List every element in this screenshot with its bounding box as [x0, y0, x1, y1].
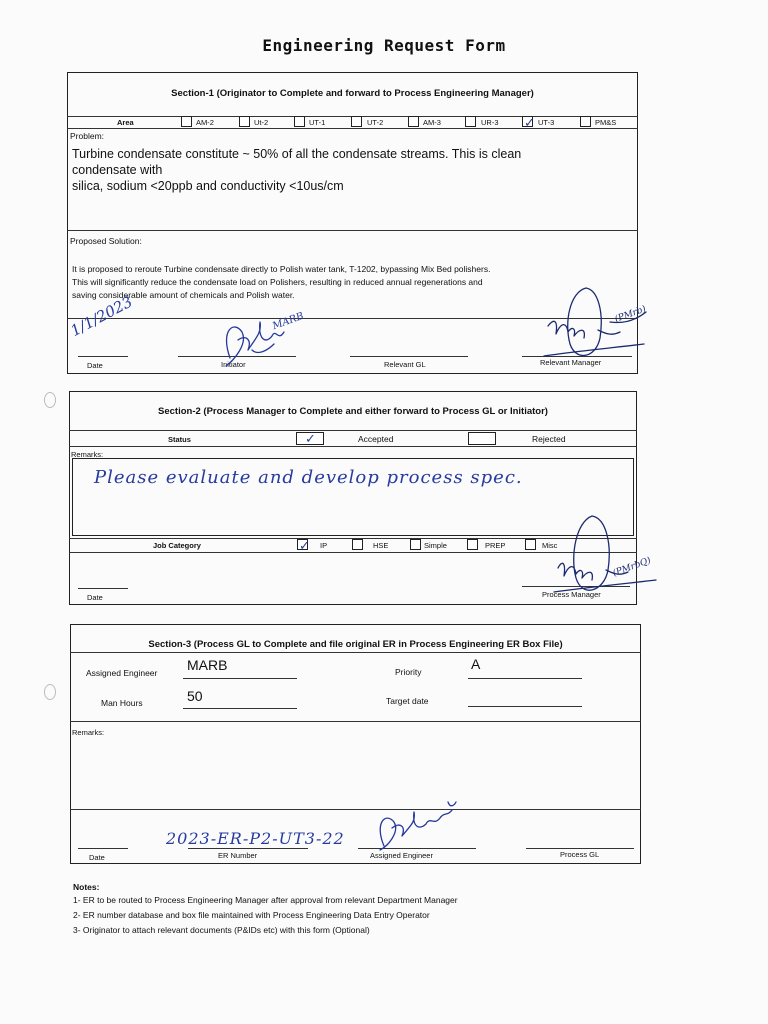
remarks-handwritten: Please evaluate and develop process spec. — [94, 467, 523, 488]
job-option-label: Simple — [424, 541, 447, 550]
job-option-label: IP — [320, 541, 328, 550]
job-checkbox-hse[interactable] — [352, 539, 363, 550]
man-hours-value[interactable]: 50 — [187, 688, 203, 704]
rejected-label: Rejected — [532, 434, 566, 444]
initiator-signature — [212, 310, 292, 372]
assigned-engineer-label: Assigned Engineer — [86, 668, 158, 678]
target-date-label: Target date — [386, 696, 429, 706]
assigned-engineer-sign-label: Assigned Engineer — [370, 851, 433, 860]
process-manager-label: Process Manager — [542, 590, 601, 599]
job-checkbox-misc[interactable] — [525, 539, 536, 550]
area-checkbox-pms[interactable] — [580, 116, 591, 127]
note-item: 1- ER to be routed to Process Engineering Manager after approval from relevant Department Manager — [73, 895, 458, 905]
priority-label: Priority — [395, 667, 422, 677]
notes-heading: Notes: — [73, 882, 100, 892]
divider — [70, 721, 641, 722]
area-checkbox-am3[interactable] — [408, 116, 419, 127]
remarks-label: Remarks: — [71, 450, 104, 459]
assigned-engineer-signature — [368, 796, 460, 854]
note-item: 2- ER number database and box file maintained with Process Engineering Data Entry Operator — [73, 910, 430, 920]
handwritten-initiator: MARB — [271, 310, 306, 333]
date-label: Date — [87, 361, 103, 370]
accepted-checkbox[interactable]: ✓ — [296, 432, 324, 445]
relevant-gl-label: Relevant GL — [384, 360, 426, 369]
form-title: Engineering Request Form — [262, 36, 506, 55]
area-checkbox-ut2a[interactable] — [239, 116, 250, 127]
solution-line: It is proposed to reroute Turbine condensate directly to Polish water tank, T-1202, bypassing Mix Bed polishers. — [72, 264, 491, 274]
job-checkbox-prep[interactable] — [467, 539, 478, 550]
er-number-label: ER Number — [218, 851, 258, 860]
process-gl-label: Process GL — [560, 850, 600, 859]
area-option-label: Ut-2 — [254, 118, 269, 127]
punch-hole — [44, 684, 56, 700]
sign-line — [350, 356, 468, 357]
handwritten-date: 1/1/2023 — [67, 292, 136, 340]
divider — [67, 230, 638, 231]
job-option-label: Misc — [542, 541, 558, 550]
area-option-label: AM-2 — [196, 118, 214, 127]
process-manager-signature — [548, 512, 668, 602]
job-checkbox-ip[interactable]: ✓ — [299, 538, 310, 553]
solution-line: saving considerable amount of chemicals and Polish water. — [72, 290, 295, 300]
area-option-label: PM&S — [595, 118, 617, 127]
solution-label: Proposed Solution: — [70, 236, 142, 246]
manager-signature — [540, 282, 652, 368]
area-checkbox-ur3[interactable] — [465, 116, 476, 127]
divider — [67, 128, 638, 129]
area-option-label: AM-3 — [423, 118, 441, 127]
er-number-handwritten: 2023-ER-P2-UT3-22 — [166, 829, 345, 848]
area-checkbox-ut3[interactable]: ✓ — [524, 115, 535, 130]
problem-line: condensate with — [72, 163, 163, 177]
area-option-label: UT-3 — [538, 118, 555, 127]
note-item: 3- Originator to attach relevant documents (P&IDs etc) with this form (Optional) — [73, 925, 370, 935]
status-label: Status — [168, 435, 191, 444]
field-line — [183, 708, 297, 709]
date-label: Date — [87, 593, 103, 602]
sign-line — [188, 848, 308, 849]
job-option-label: PREP — [485, 541, 506, 550]
job-option-label: HSE — [373, 541, 389, 550]
remarks-label: Remarks: — [72, 728, 105, 737]
problem-line: Turbine condensate constitute ~ 50% of all the condensate streams. This is clean — [72, 147, 522, 161]
accepted-label: Accepted — [358, 434, 394, 444]
section2-heading: Section-2 (Process Manager to Complete and either forward to Process GL or Initiator) — [158, 406, 548, 417]
area-option-label: UT-1 — [309, 118, 326, 127]
area-checkbox-ut1[interactable] — [294, 116, 305, 127]
svg-text:(PMrb): (PMrb) — [613, 304, 648, 325]
field-line — [468, 706, 582, 707]
initiator-label: Initiator — [221, 360, 246, 369]
sign-line — [526, 848, 634, 849]
section3-heading: Section-3 (Process GL to Complete and file original ER in Process Engineering ER Box File) — [148, 639, 563, 650]
divider — [70, 809, 641, 810]
date-label: Date — [89, 853, 105, 862]
job-category-label: Job Category — [153, 541, 201, 550]
assigned-engineer-value[interactable]: MARB — [187, 657, 228, 673]
sign-line — [78, 356, 128, 357]
area-option-label: UT-2 — [367, 118, 384, 127]
punch-hole — [44, 392, 56, 408]
divider — [69, 446, 637, 447]
field-line — [468, 678, 582, 679]
field-line — [183, 678, 297, 679]
area-checkbox-am2[interactable] — [181, 116, 192, 127]
section3-box — [70, 624, 641, 864]
man-hours-label: Man Hours — [101, 698, 143, 708]
divider — [69, 430, 637, 431]
priority-value[interactable]: A — [471, 656, 481, 672]
area-checkbox-ut2[interactable] — [351, 116, 362, 127]
problem-label: Problem: — [70, 131, 105, 141]
sign-line — [78, 588, 128, 589]
rejected-checkbox[interactable] — [468, 432, 496, 445]
divider — [70, 652, 641, 653]
job-checkbox-simple[interactable] — [410, 539, 421, 550]
solution-line: This will significantly reduce the condensate load on Polishers, resulting in reduced annual regenerations and — [72, 277, 483, 287]
problem-line: silica, sodium <20ppb and conductivity <10us/cm — [72, 179, 344, 193]
svg-text:(PMrbQ): (PMrbQ) — [611, 555, 653, 579]
sign-line — [78, 848, 128, 849]
area-option-label: UR-3 — [481, 118, 499, 127]
section1-heading: Section-1 (Originator to Complete and forward to Process Engineering Manager) — [171, 88, 534, 99]
relevant-manager-label: Relevant Manager — [540, 358, 602, 367]
area-label: Area — [117, 118, 134, 127]
